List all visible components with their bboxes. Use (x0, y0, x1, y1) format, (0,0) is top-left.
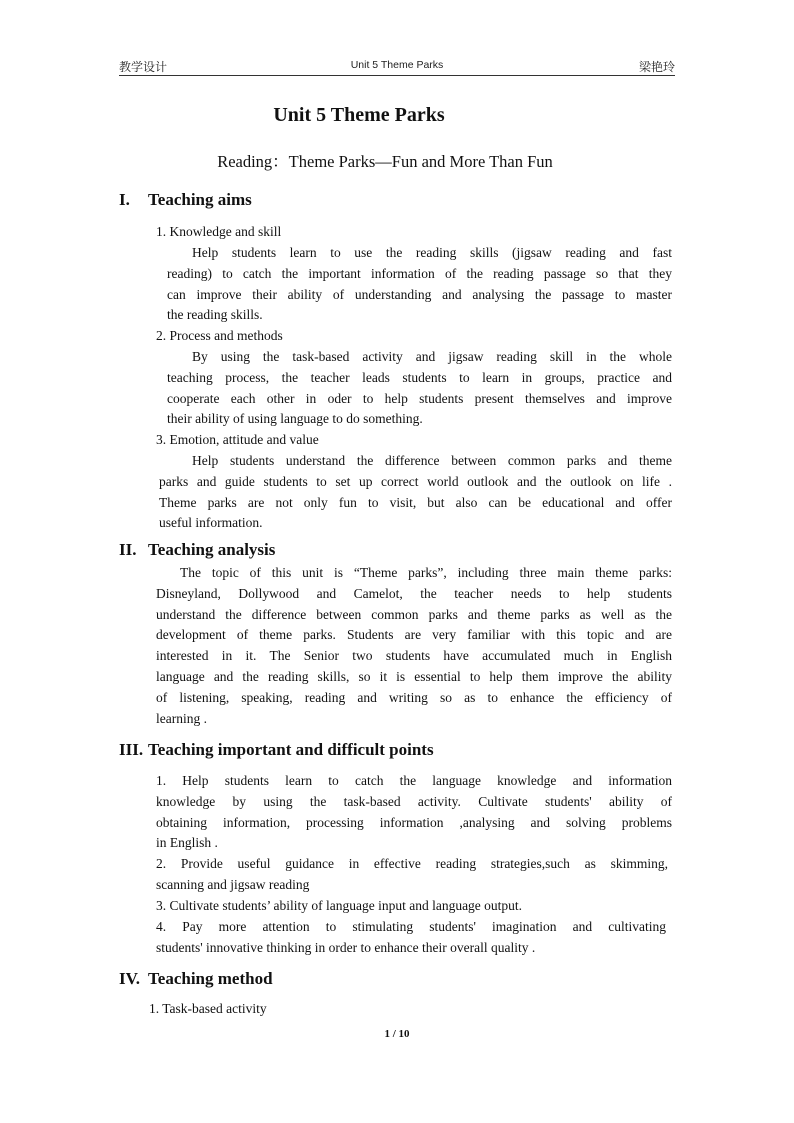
point-paragraph (156, 854, 668, 896)
header-right-text: 梁艳玲 (638, 60, 675, 74)
text-line: useful information. (159, 515, 263, 531)
point-paragraph (156, 896, 672, 917)
text-line: parks and guide students to set up correct world outlook and the outlook on life . (159, 473, 672, 489)
text-line: Theme parks are not only fun to visit, but also can be educational and offer (159, 494, 672, 510)
text-line: 2. Provide useful guidance in effective reading strategies,such as skimming, (156, 856, 668, 871)
text-line: in English . (156, 835, 218, 851)
text-line: interested in it. The Senior two students have accumulated much in English (156, 648, 672, 664)
section-heading-teaching-method (119, 969, 273, 989)
point-paragraph (156, 771, 672, 854)
section-title: Teaching important and difficult points (148, 740, 434, 759)
text-line: Help students understand the difference between common parks and theme (192, 453, 672, 468)
text-line: knowledge by using the task-based activity. Cultivate students' ability of (156, 793, 672, 809)
text-line: development of theme parks. Students are very familiar with this topic and are (156, 627, 672, 643)
section-title: Teaching method (148, 969, 273, 988)
text-line: scanning and jigsaw reading (156, 876, 310, 892)
section-number: III. (119, 740, 144, 759)
text-line: understand the difference between common parks and theme parks as well as the (156, 606, 672, 622)
text-line: 4. Pay more attention to stimulating students' imagination and cultivating (156, 919, 666, 934)
section-title: Teaching analysis (148, 540, 276, 559)
text-line: By using the task-based activity and jigsaw reading skill in the whole (192, 349, 672, 364)
page-header (119, 57, 675, 76)
text-line: the reading skills. (167, 307, 263, 323)
aim-item-paragraph (167, 347, 672, 430)
analysis-paragraph (156, 563, 672, 729)
text-line: The topic of this unit is “Theme parks”, including three main theme parks: (180, 565, 672, 580)
section-title: Teaching aims (148, 190, 252, 209)
header-center-text: Unit 5 Theme Parks (350, 59, 444, 71)
text-line: 3. Cultivate students’ ability of language input and language output. (156, 898, 523, 913)
aim-item-label: 2. Process and methods (156, 328, 283, 343)
aim-item-paragraph (159, 451, 672, 534)
document-subtitle: Reading：Theme Parks—Fun and More Than Fun (217, 152, 553, 171)
point-paragraph (156, 917, 666, 959)
section-number: I. (119, 190, 130, 209)
text-line: reading) to catch the important information of the reading passage so that they (167, 265, 672, 281)
section-number: II. (119, 540, 137, 559)
method-item: 1. Task-based activity (149, 1001, 267, 1016)
text-line: can improve their ability of understanding and analysing the passage to master (167, 286, 672, 302)
text-line: Disneyland, Dollywood and Camelot, the teacher needs to help students (156, 585, 672, 601)
section-heading-important-points (119, 740, 434, 760)
text-line: their ability of using language to do something. (167, 411, 423, 427)
section-number: IV. (119, 969, 140, 988)
text-line: Help students learn to use the reading skills (jigsaw reading and fast (192, 245, 672, 260)
text-line: language and the reading skills, so it is essential to help them improve the ability (156, 668, 672, 684)
document-title: Unit 5 Theme Parks (273, 104, 445, 126)
aim-item-label: 3. Emotion, attitude and value (156, 432, 319, 447)
header-left-text: 教学设计 (119, 60, 168, 74)
text-line: obtaining information, processing information ,analysing and solving problems (156, 814, 672, 830)
text-line: teaching process, the teacher leads students to learn in groups, practice and (167, 369, 672, 385)
text-line: 1. Help students learn to catch the language knowledge and information (156, 773, 672, 788)
section-heading-teaching-aims (119, 190, 252, 210)
section-heading-teaching-analysis (119, 540, 275, 560)
text-line: of listening, speaking, reading and writing so as to enhance the efficiency of (156, 689, 672, 705)
text-line: students' innovative thinking in order to enhance their overall quality . (156, 939, 536, 955)
page-number: 1 / 10 (384, 1028, 410, 1040)
aim-item-label: 1. Knowledge and skill (156, 224, 282, 239)
text-line: learning . (156, 710, 207, 726)
text-line: cooperate each other in oder to help students present themselves and improve (167, 390, 672, 406)
aim-item-paragraph (167, 243, 672, 326)
